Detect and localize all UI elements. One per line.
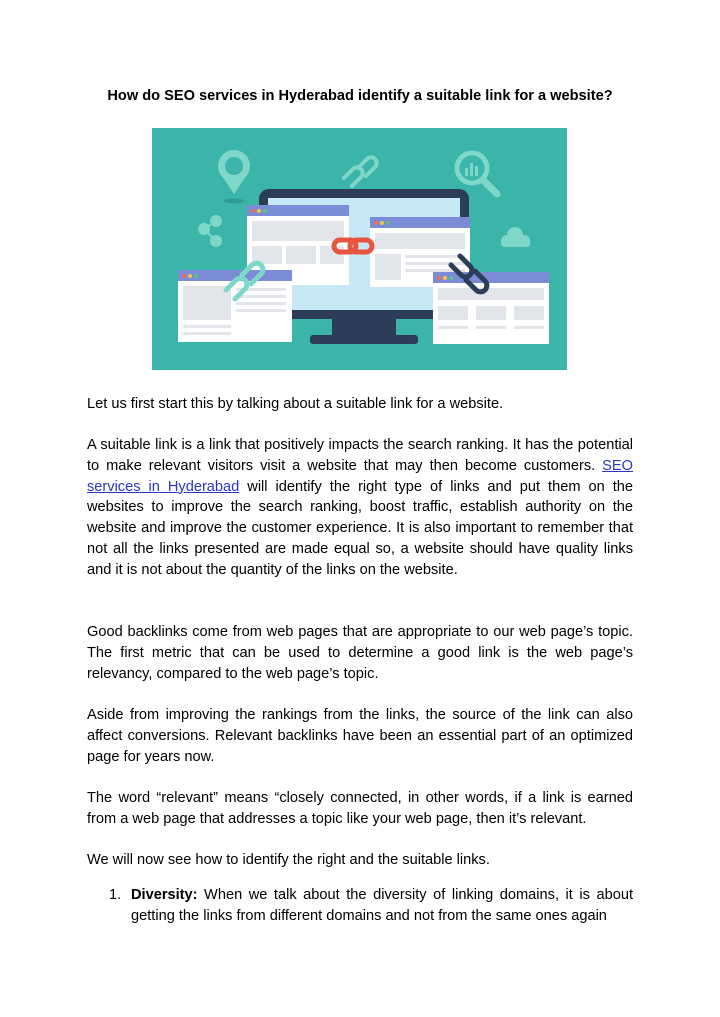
numbered-list	[87, 885, 633, 927]
list-term: Diversity:	[131, 887, 198, 903]
hero-illustration	[152, 128, 567, 370]
paragraph-intro: Let us first start this by talking about a suitable link for a website.	[87, 396, 504, 412]
list-number: 1.	[109, 887, 122, 903]
list-text: When we talk about the diversity of linking domains, it is about getting the links from different domains and not from the same ones again	[131, 887, 633, 924]
list-item	[87, 885, 633, 927]
paragraph-text: A suitable link is a link that positively impacts the search ranking. It has the potential to make relevant visitors visit a website that may then become customers.	[87, 437, 633, 474]
paragraph-text: will identify the right type of links and put them on the websites to improve the search ranking, boost traffic, establish authority on the website and improve the customer experience. It is also important to remember that not all the links presented are made equal so, a website should have quality links and it is not about the quantity of the links on the website.	[87, 478, 633, 578]
browser-window-4	[433, 272, 549, 344]
paragraph-conversions: Aside from improving the rankings from the links, the source of the link can also affect conversions. Relevant backlinks have been an essential part of an optimized page for years now.	[87, 707, 633, 765]
paragraph-identify-links: We will now see how to identify the right and the suitable links.	[87, 852, 490, 868]
page-title: How do SEO services in Hyderabad identify a suitable link for a website?	[107, 88, 613, 104]
paragraph-suitable-link	[87, 435, 633, 581]
seo-services-link[interactable]: SEO services in Hyderabad	[87, 457, 633, 495]
paragraph-relevant-definition: The word “relevant” means “closely connected, in other words, if a link is earned from a web page that addresses a topic like your web page, then it’s relevant.	[87, 790, 633, 827]
paragraph-good-backlinks: Good backlinks come from web pages that are appropriate to our web page’s topic. The first metric that can be used to determine a good link is the web page’s relevancy, compared to the web page’s topic.	[87, 624, 633, 682]
